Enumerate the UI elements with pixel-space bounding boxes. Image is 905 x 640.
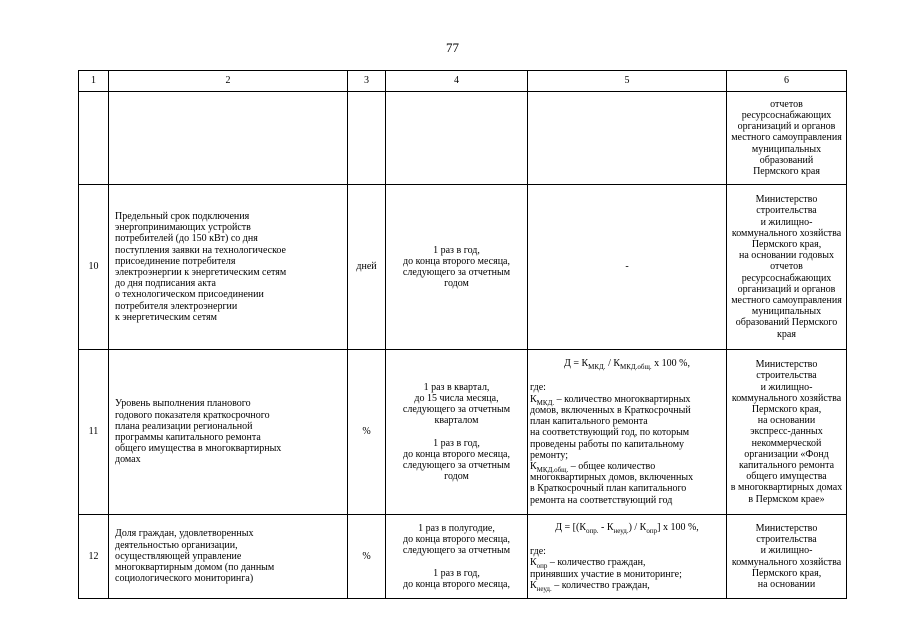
- table-header-row: [79, 71, 847, 92]
- indicator-name: [109, 92, 348, 185]
- frequency: [386, 515, 528, 599]
- data-source: Министерство строительства и жилищно- коммунального хозяйства Пермского края, на основании годовых отчетов ресурсоснабжающих организаций и органов местного самоуправления муниципальных образований Пермского края: [727, 185, 847, 350]
- formula-term-1: $К_{МКД.}$ – количество многоквартирных домов, включенных в Краткосрочный план капитального ремонта на соответствующий год, по которым проведены работы по капитальному ремонту;: [530, 393, 691, 461]
- frequency-annual: 1 раз в год, до конца второго месяца,: [403, 567, 510, 590]
- unit: %: [348, 515, 386, 599]
- frequency-semiannual: 1 раз в полугодие, до конца второго месяца, следующего за отчетным: [402, 522, 511, 557]
- frequency: [386, 92, 528, 185]
- formula-expression: $Д = [(К_{опр.} - К_{неуд.}) / К_{опр}]$ х 100 %,: [555, 521, 699, 535]
- frequency-annual: 1 раз в год, до конца второго месяца, следующего за отчетным годом: [402, 437, 511, 483]
- formula-term-2: $К_{МКД.общ.}$ – общее количество многоквартирных домов, включенных в Краткосрочный план капитального ремонта на соответствующий год: [530, 460, 694, 506]
- formula-term-2: $К_{неуд.}$ – количество граждан,: [530, 579, 650, 593]
- indicator-name: Доля граждан, удовлетворенных деятельностью организации, осуществляющей управление многоквартирным домом (по данным социологического мониторинга): [109, 515, 348, 599]
- formula-where: где:: [530, 382, 546, 394]
- formula-where: где:: [530, 546, 546, 558]
- table-row: [79, 185, 847, 350]
- data-source: отчетов ресурсоснабжающих организаций и органов местного самоуправления муниципальных образований Пермского края: [727, 92, 847, 185]
- column-number-6: 6: [727, 71, 847, 92]
- indicator-name: Предельный срок подключения энергопринимающих устройств потребителей (до 150 кВт) со дня поступления заявки на технологическое присоединение потребителя электроэнергии к энергетическим сетям до дня подписания акта о технологическом присоединении потребителя электроэнергии к энергетическим сетям: [109, 185, 348, 350]
- column-number-2: 2: [109, 71, 348, 92]
- column-number-3: 3: [348, 71, 386, 92]
- frequency: [386, 350, 528, 515]
- unit: дней: [348, 185, 386, 350]
- column-number-4: 4: [386, 71, 528, 92]
- column-number-5: 5: [528, 71, 727, 92]
- row-number: 11: [79, 350, 109, 515]
- formula-expression: $Д = К_{МКД.} / К_{МКД.общ.}$ х 100 %,: [564, 358, 690, 372]
- frequency: 1 раз в год, до конца второго месяца, следующего за отчетным годом: [386, 185, 528, 350]
- formula: -: [528, 185, 727, 350]
- row-number: [79, 92, 109, 185]
- data-source: Министерство строительства и жилищно- коммунального хозяйства Пермского края, на основании экспресс-данных некоммерческой организации «Фонд капитального ремонта общего имущества в многоквартирных домах в Пермском крае»: [727, 350, 847, 515]
- page-number: 77: [446, 40, 459, 55]
- frequency-quarterly: 1 раз в квартал, до 15 числа месяца, следующего за отчетным кварталом: [402, 381, 511, 427]
- unit: %: [348, 350, 386, 515]
- data-source: Министерство строительства и жилищно- коммунального хозяйства Пермского края, на основании: [727, 515, 847, 599]
- indicator-name: Уровень выполнения планового годового показателя краткосрочного плана реализации региональной программы капитального ремонта общего имущества в многоквартирных домах: [109, 350, 348, 515]
- formula: [528, 350, 727, 515]
- table-row: [79, 92, 847, 185]
- table-row: [79, 515, 847, 599]
- indicators-table: [78, 70, 847, 599]
- unit: [348, 92, 386, 185]
- table-row: [79, 350, 847, 515]
- formula-term-1: $К_{опр}$ – количество граждан, принявших участие в мониторинге;: [530, 557, 682, 580]
- row-number: 10: [79, 185, 109, 350]
- formula: [528, 515, 727, 599]
- column-number-1: 1: [79, 71, 109, 92]
- row-number: 12: [79, 515, 109, 599]
- formula: [528, 92, 727, 185]
